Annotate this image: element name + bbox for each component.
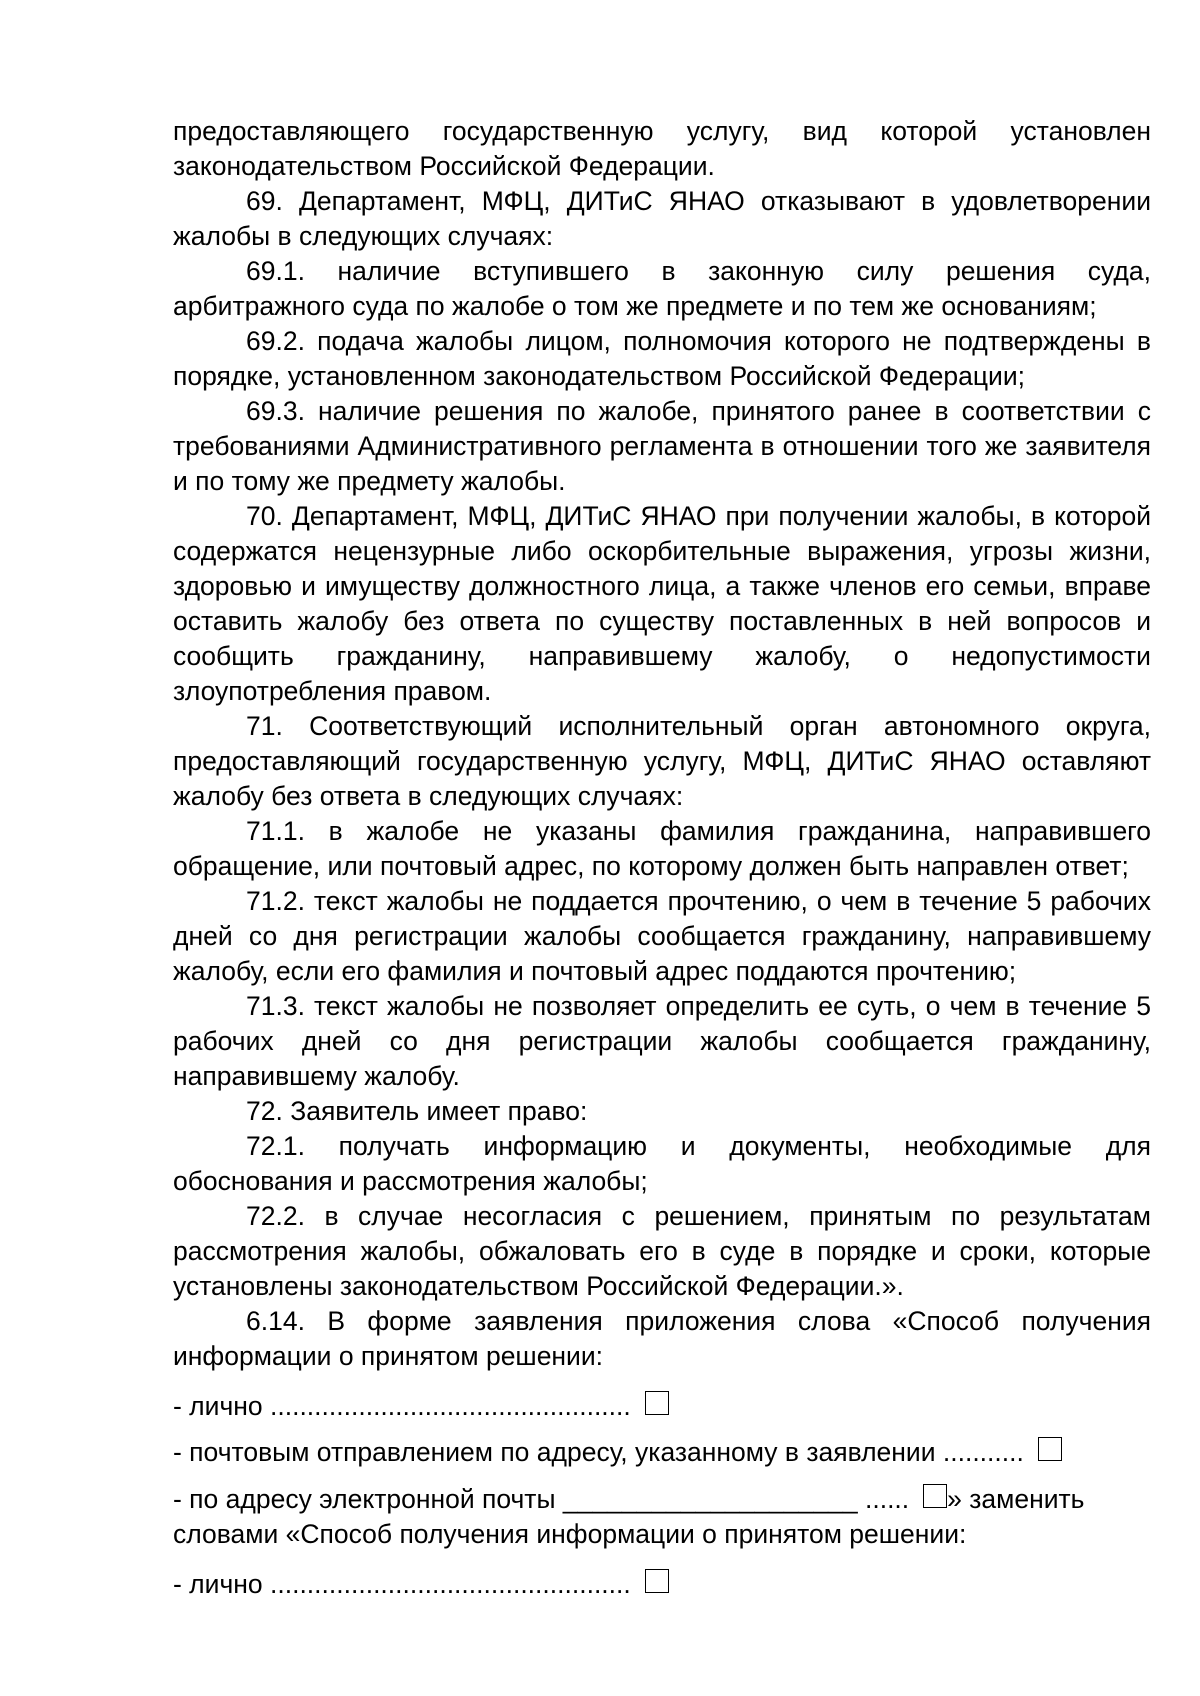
paragraph-6-14: 6.14. В форме заявления приложения слова «Способ получения информации о принятом решении:	[173, 1306, 1151, 1371]
paragraph-69: 69. Департамент, МФЦ, ДИТиС ЯНАО отказывают в удовлетворении жалобы в следующих случаях:	[173, 186, 1151, 251]
paragraph-69-1: 69.1. наличие вступившего в законную силу решения суда, арбитражного суда по жалобе о том же предмете и по тем же основаниям;	[173, 256, 1151, 321]
personal-2-checkbox[interactable]	[645, 1569, 669, 1593]
option-mail-label: - почтовым отправлением по адресу, указанному в заявлении ...........	[173, 1437, 1024, 1467]
paragraph-70: 70. Департамент, МФЦ, ДИТиС ЯНАО при получении жалобы, в которой содержатся нецензурные либо оскорбительные выражения, угрозы жизни, здоровью и имуществу должностного лица, а также членов его семьи, вправе оставить жалобу без ответа по существу поставленных в ней вопросов и сообщить гражданину, направившему жалобу, о недопустимости злоупотребления правом.	[173, 501, 1151, 706]
paragraph-69-2: 69.2. подача жалобы лицом, полномочия которого не подтверждены в порядке, установленном законодательством Российской Федерации;	[173, 326, 1151, 391]
paragraph-71-2: 71.2. текст жалобы не поддается прочтению, о чем в течение 5 рабочих дней со дня регистрации жалобы сообщается гражданину, направившему жалобу, если его фамилия и почтовый адрес поддаются прочтению;	[173, 886, 1151, 986]
paragraph-71-1: 71.1. в жалобе не указаны фамилия гражданина, направившего обращение, или почтовый адрес, по которому должен быть направлен ответ;	[173, 816, 1151, 881]
option-personal-label: - лично .................................................	[173, 1391, 631, 1421]
paragraph-72-1: 72.1. получать информацию и документы, необходимые для обоснования и рассмотрения жалобы;	[173, 1131, 1151, 1196]
replacement-line: словами «Способ получения информации о принятом решении:	[173, 1519, 967, 1549]
option-personal-2-line	[173, 1567, 1151, 1602]
paragraph-0: предоставляющего государственную услугу, вид которой установлен законодательством Российской Федерации.	[173, 116, 1151, 181]
option-personal-2-label: - лично .................................................	[173, 1569, 631, 1599]
paragraph-71-3: 71.3. текст жалобы не позволяет определить ее суть, о чем в течение 5 рабочих дней со дня регистрации жалобы сообщается гражданину, направившему жалобу.	[173, 991, 1151, 1091]
personal-checkbox[interactable]	[645, 1391, 669, 1415]
document-page	[173, 114, 1151, 1602]
paragraph-72-2: 72.2. в случае несогласия с решением, принятым по результатам рассмотрения жалобы, обжаловать его в суде в порядке и сроки, которые установлены законодательством Российской Федерации.».	[173, 1201, 1151, 1301]
option-personal-line	[173, 1389, 1151, 1424]
email-checkbox[interactable]	[923, 1484, 947, 1508]
paragraph-71: 71. Соответствующий исполнительный орган автономного округа, предоставляющий государственную услугу, МФЦ, ДИТиС ЯНАО оставляют жалобу без ответа в следующих случаях:	[173, 711, 1151, 811]
option-email-label: - по адресу электронной почты ____________________ ......	[173, 1484, 910, 1514]
paragraph-72: 72. Заявитель имеет право:	[246, 1096, 588, 1126]
mail-checkbox[interactable]	[1038, 1437, 1062, 1461]
option-email-suffix: » заменить	[947, 1484, 1085, 1514]
option-email-line	[173, 1482, 1151, 1517]
paragraph-69-3: 69.3. наличие решения по жалобе, принятого ранее в соответствии с требованиями Административного регламента в отношении того же заявителя и по тому же предмету жалобы.	[173, 396, 1151, 496]
option-mail-line	[173, 1435, 1151, 1470]
